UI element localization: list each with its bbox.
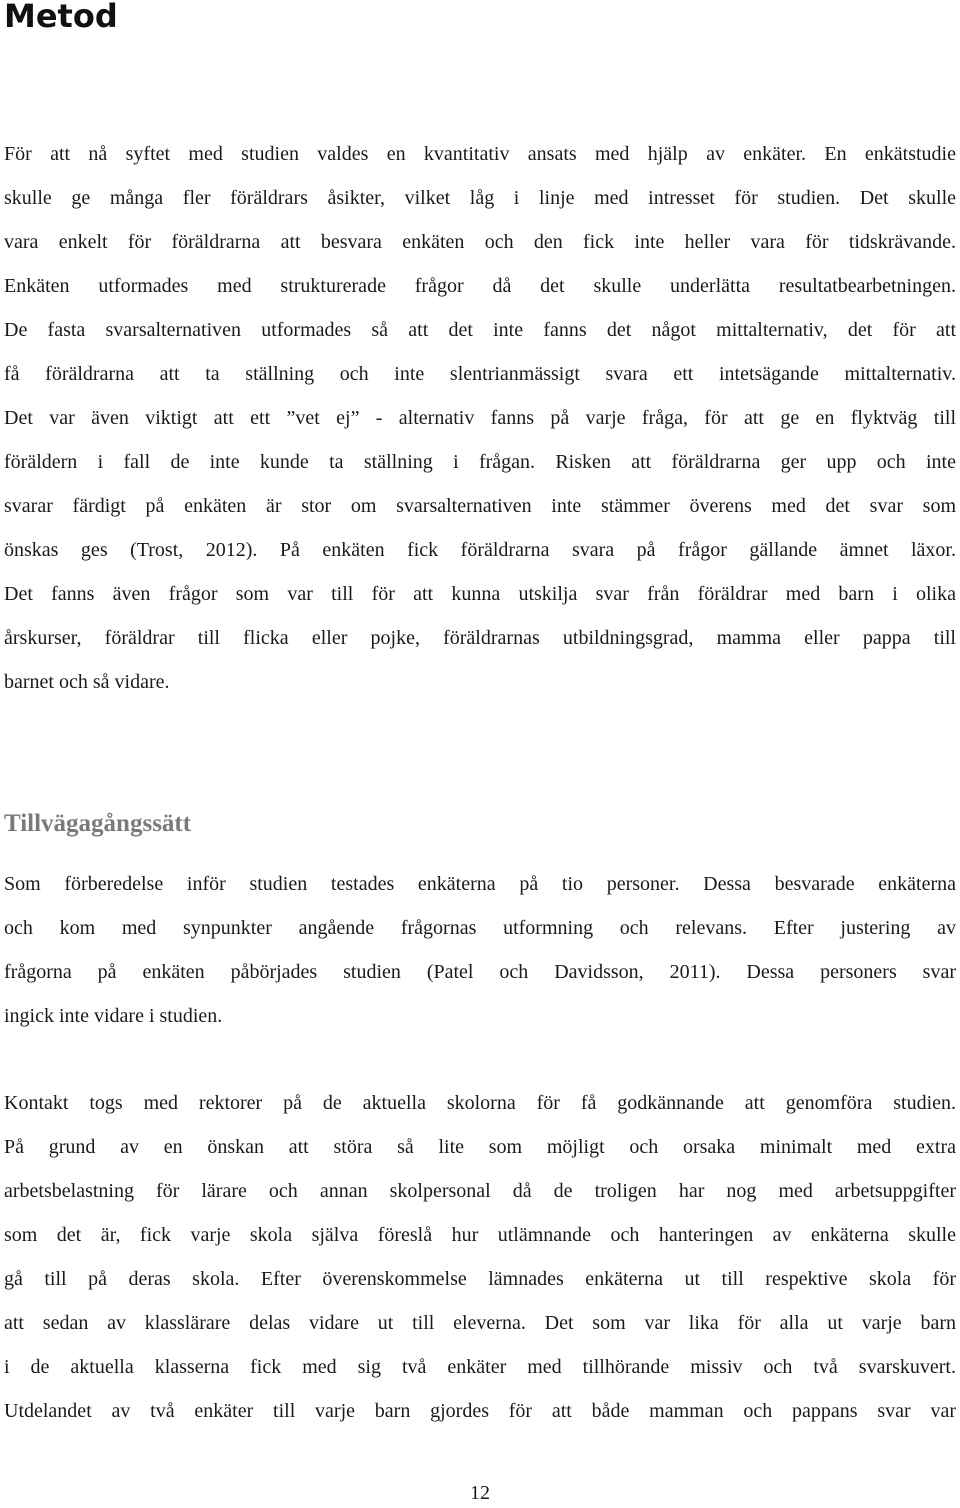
page-number: 12 [470,1482,490,1504]
method-paragraph [4,132,956,704]
text-line: Det fanns även frågor som var till för att kunna utskilja svar från föräldrar med barn i olika [4,583,956,605]
text-line: På grund av en önskan att störa så lite som möjligt och orsaka minimalt med extra [4,1136,956,1158]
text-line: Enkäten utformades med strukturerade frågor då det skulle underlätta resultatbearbetningen. [4,275,956,297]
text-line: Som förberedelse inför studien testades enkäterna på tio personer. Dessa besvarade enkäterna [4,873,956,895]
text-line: vara enkelt för föräldrarna att besvara enkäten och den fick inte heller vara för tidskrävande. [4,231,956,253]
text-line: arbetsbelastning för lärare och annan skolpersonal då de troligen har nog med arbetsuppgifter [4,1180,956,1202]
text-line: Kontakt togs med rektorer på de aktuella skolorna för få godkännande att genomföra studien. [4,1092,956,1114]
text-line: gå till på deras skola. Efter överenskommelse lämnades enkäterna ut till respektive skola för [4,1268,956,1290]
page-title: Metod [4,0,118,35]
text-line: att sedan av klasslärare delas vidare ut till eleverna. Det som var lika för alla ut varje barn [4,1312,956,1334]
contact-paragraph [4,1081,956,1433]
text-line: och kom med synpunkter angående frågornas utformning och relevans. Efter justering av [4,917,956,939]
text-line: årskurser, föräldrar till flicka eller pojke, föräldrarnas utbildningsgrad, mamma eller pappa till [4,627,956,649]
text-line: För att nå syftet med studien valdes en kvantitativ ansats med hjälp av enkäter. En enkätstudie [4,143,956,165]
section-heading: Tillvägagångssätt [4,810,192,837]
text-line: frågorna på enkäten påbörjades studien (Patel och Davidsson, 2011). Dessa personers svar [4,961,956,983]
preparation-paragraph [4,862,956,1038]
text-line: Utdelandet av två enkäter till varje barn gjordes för att både mamman och pappans svar var [4,1400,956,1422]
text-line: Det var även viktigt att ett ”vet ej” - alternativ fanns på varje fråga, för att ge en flyktväg till [4,407,956,429]
text-line: föräldern i fall de inte kunde ta ställning i frågan. Risken att föräldrarna ger upp och inte [4,451,956,473]
text-line: De fasta svarsalternativen utformades så att det inte fanns det något mittalternativ, det för att [4,319,956,341]
text-line: önskas ges (Trost, 2012). På enkäten fick föräldrarna svara på frågor gällande ämnet läxor. [4,539,956,561]
text-line: ingick inte vidare i studien. [4,1005,223,1027]
text-line: svarar färdigt på enkäten är stor om svarsalternativen inte stämmer överens med det svar som [4,495,956,517]
text-line: skulle ge många fler föräldrars åsikter, vilket låg i linje med intresset för studien. Det skulle [4,187,956,209]
text-line: få föräldrarna att ta ställning och inte slentrianmässigt svara ett intetsägande mittalternativ. [4,363,956,385]
text-line: som det är, fick varje skola själva föreslå hur utlämnande och hanteringen av enkäterna skulle [4,1224,956,1246]
text-line: i de aktuella klasserna fick med sig två enkäter med tillhörande missiv och två svarskuvert. [4,1356,956,1378]
text-line: barnet och så vidare. [4,671,170,693]
